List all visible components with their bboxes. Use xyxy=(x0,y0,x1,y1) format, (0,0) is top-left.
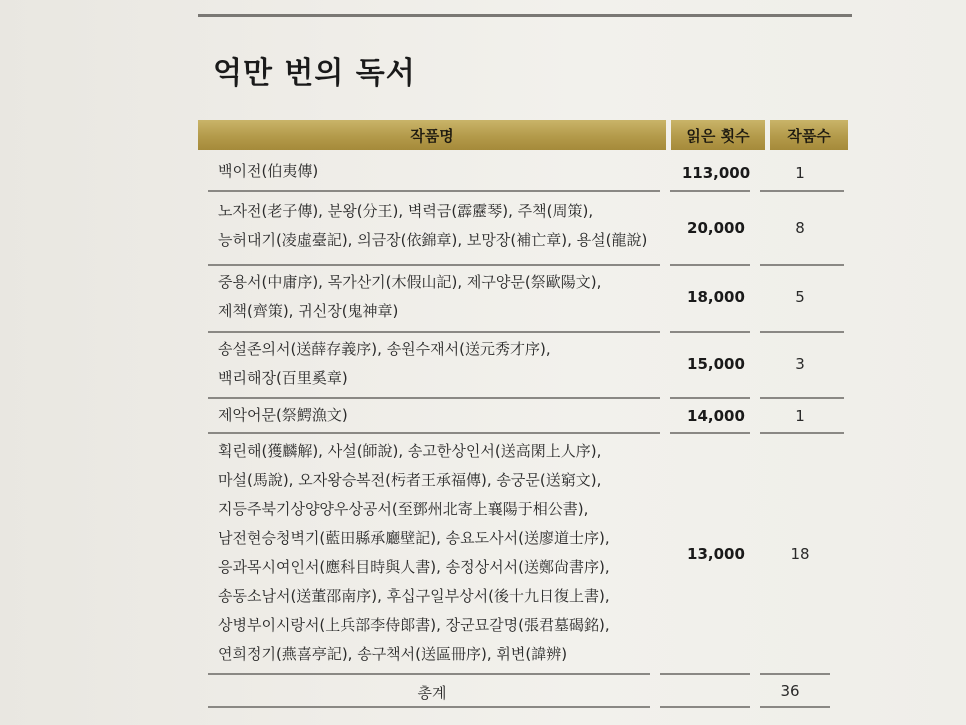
row-divider xyxy=(760,673,830,675)
works-line: 응과목시여인서(應科目時與人書), 송정상서서(送鄭尙書序), xyxy=(218,558,610,576)
header-reads: 읽은 횟수 xyxy=(671,120,765,150)
works-line: 획린해(獲麟解), 사설(師說), 송고한상인서(送高閑上人序), xyxy=(218,442,602,460)
row-divider xyxy=(670,264,750,266)
row-divider xyxy=(760,264,844,266)
works-line: 백리해장(百里奚章) xyxy=(218,369,348,387)
row-divider xyxy=(670,432,750,434)
row-divider xyxy=(208,432,660,434)
row-divider xyxy=(208,331,660,333)
total-count: 36 xyxy=(780,682,800,700)
row-divider xyxy=(208,397,660,399)
row-divider xyxy=(208,706,650,708)
reads-cell: 13,000 xyxy=(687,545,745,563)
header-count: 작품수 xyxy=(770,120,848,150)
page-title: 억만 번의 독서 xyxy=(213,56,416,91)
works-cell xyxy=(218,157,318,186)
works-cell xyxy=(218,437,610,669)
row-divider xyxy=(760,331,844,333)
works-line: 노자전(老子傳), 분왕(分王), 벽력금(霹靂琴), 주책(周策), xyxy=(218,202,594,220)
works-line: 지등주북기상양양우상공서(至鄧州北寄上襄陽于相公書), xyxy=(218,500,589,518)
reads-cell: 18,000 xyxy=(687,288,745,306)
row-divider xyxy=(760,397,844,399)
works-line: 제악어문(祭鰐漁文) xyxy=(218,406,348,424)
count-cell: 5 xyxy=(795,288,805,306)
works-line: 송동소남서(送董邵南序), 후십구일부상서(後十九日復上書), xyxy=(218,587,610,605)
header-works: 작품명 xyxy=(198,120,666,150)
works-line: 중용서(中庸序), 목가산기(木假山記), 제구양문(祭歐陽文), xyxy=(218,273,602,291)
top-divider xyxy=(198,14,852,17)
works-cell xyxy=(218,335,551,393)
row-divider xyxy=(660,673,750,675)
reads-cell: 113,000 xyxy=(681,164,751,182)
count-cell: 3 xyxy=(795,355,805,373)
row-divider xyxy=(760,432,844,434)
total-label: 총계 xyxy=(417,684,447,702)
count-cell: 8 xyxy=(795,219,805,237)
count-cell: 1 xyxy=(795,164,805,182)
count-cell: 18 xyxy=(790,545,810,563)
works-line: 능허대기(凌虛臺記), 의금장(依錦章), 보망장(補亡章), 용설(龍說) xyxy=(218,231,648,249)
row-divider xyxy=(760,190,844,192)
works-line: 연희정기(燕喜亭記), 송구책서(送區冊序), 휘변(諱辨) xyxy=(218,645,568,663)
works-line: 상병부이시랑서(上兵部李侍郞書), 장군묘갈명(張君墓碣銘), xyxy=(218,616,610,634)
row-divider xyxy=(670,190,750,192)
works-line: 송설존의서(送薛存義序), 송원수재서(送元秀才序), xyxy=(218,340,551,358)
works-cell xyxy=(218,197,647,255)
row-divider xyxy=(670,331,750,333)
row-divider xyxy=(208,190,660,192)
reads-cell: 15,000 xyxy=(687,355,745,373)
works-cell xyxy=(218,268,601,326)
row-divider xyxy=(670,397,750,399)
works-line: 마설(馬說), 오자왕승복전(杇者王承福傳), 송궁문(送窮文), xyxy=(218,471,602,489)
count-cell: 1 xyxy=(795,407,805,425)
works-line: 제책(齊策), 귀신장(鬼神章) xyxy=(218,302,399,320)
reads-cell: 20,000 xyxy=(687,219,745,237)
reads-cell: 14,000 xyxy=(687,407,745,425)
works-cell xyxy=(218,401,348,430)
works-line: 남전현승청벽기(藍田縣承廳壁記), 송요도사서(送廖道士序), xyxy=(218,529,610,547)
row-divider xyxy=(660,706,750,708)
row-divider xyxy=(208,673,650,675)
works-line: 백이전(伯夷傳) xyxy=(218,162,319,180)
row-divider xyxy=(760,706,830,708)
row-divider xyxy=(208,264,660,266)
